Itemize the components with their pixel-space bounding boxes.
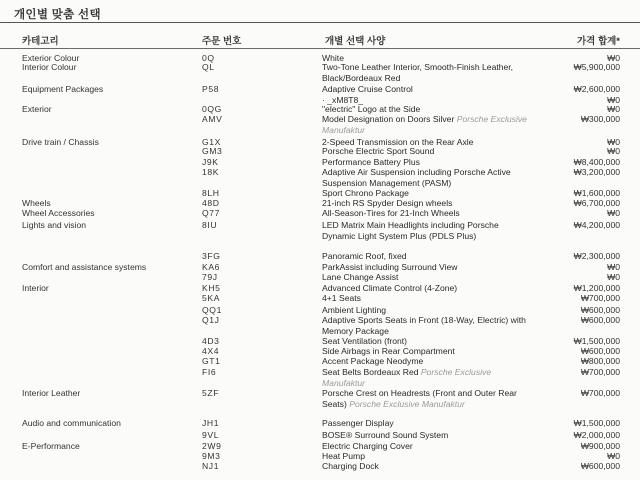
- column-header-price: 가격 합계*: [576, 36, 620, 47]
- row-option-name: [322, 167, 532, 188]
- row-price: ₩0: [607, 272, 620, 282]
- row-option-code: Q77: [202, 208, 221, 218]
- row-price: ₩8,400,000: [573, 157, 620, 167]
- row-price: ₩6,700,000: [573, 198, 620, 208]
- row-option-name: [322, 441, 532, 452]
- row-price: ₩0: [607, 208, 620, 218]
- row-category: Wheel Accessories: [22, 208, 95, 218]
- row-option-note: Porsche Exclusive Manufaktur: [349, 398, 465, 409]
- row-option-code: 18K: [202, 167, 220, 177]
- row-option-name: [322, 114, 532, 135]
- row-option-name: [322, 293, 532, 304]
- row-option-label: Ambient Lighting: [322, 305, 387, 315]
- row-option-code: G1X: [202, 137, 221, 147]
- row-price: ₩0: [607, 104, 620, 114]
- row-price: ₩1,600,000: [573, 188, 620, 198]
- row-option-code: Q1J: [202, 315, 220, 325]
- row-option-code: GM3: [202, 146, 223, 156]
- row-price: ₩0: [607, 53, 620, 63]
- row-option-label: Accent Package Neodyme: [322, 356, 424, 366]
- row-price: ₩0: [607, 146, 620, 156]
- row-category: Drive train / Chassis: [22, 137, 99, 147]
- row-option-label: 2-Speed Transmission on the Rear Axle: [322, 137, 474, 147]
- row-category: Comfort and assistance systems: [22, 262, 147, 272]
- row-option-code: AMV: [202, 114, 223, 124]
- row-category: Audio and communication: [22, 418, 121, 428]
- row-price: ₩0: [607, 451, 620, 461]
- column-header-item: 개별 선택 사양: [325, 36, 386, 47]
- row-option-label: Panoramic Roof, fixed: [322, 251, 407, 261]
- row-option-label: Charging Dock: [322, 461, 379, 471]
- row-price: ₩0: [607, 262, 620, 272]
- row-option-label: Seat Ventilation (front): [322, 336, 408, 346]
- row-option-label: Passenger Display: [322, 418, 394, 428]
- row-option-code: 0QG: [202, 104, 222, 114]
- row-price: ₩600,000: [580, 315, 620, 325]
- row-option-code: P58: [202, 84, 220, 94]
- row-option-name: [322, 461, 532, 472]
- row-option-code: 0Q: [202, 53, 215, 63]
- row-option-name: [322, 272, 532, 283]
- row-price: ₩3,200,000: [573, 167, 620, 177]
- row-option-label: 4+1 Seats: [322, 293, 361, 303]
- row-option-code: 4D3: [202, 336, 220, 346]
- row-option-label: "electric" Logo at the Side: [322, 104, 421, 114]
- row-option-label: 21-inch RS Spyder Design wheels: [322, 198, 453, 208]
- row-option-name: [322, 188, 532, 199]
- row-option-code: 5ZF: [202, 388, 220, 398]
- row-option-code: 4X4: [202, 346, 220, 356]
- row-option-name: [322, 198, 532, 209]
- row-option-label: Adaptive Air Suspension including Porsche Active Suspension Management (PASM): [322, 167, 511, 188]
- row-option-label: All-Season-Tires for 21-Inch Wheels: [322, 208, 460, 218]
- row-option-name: [322, 346, 532, 357]
- row-option-label: Model Designation on Doors Silver: [322, 114, 455, 124]
- row-price: ₩300,000: [580, 114, 620, 124]
- row-option-code: 9VL: [202, 430, 220, 440]
- row-option-code: JH1: [202, 418, 220, 428]
- row-option-label: Adaptive Sports Seats in Front (18-Way, Electric) with Memory Package: [322, 315, 526, 336]
- row-option-name: [322, 157, 532, 168]
- row-option-label: LED Matrix Main Headlights including Porsche Dynamic Light System Plus (PDLS Plus): [322, 220, 499, 241]
- row-option-label: Sport Chrono Package: [322, 188, 409, 198]
- row-option-label: Performance Battery Plus: [322, 157, 420, 167]
- row-option-name: [322, 262, 532, 273]
- row-price: ₩800,000: [580, 356, 620, 366]
- row-option-name: [322, 315, 532, 336]
- row-option-code: GT1: [202, 356, 221, 366]
- row-option-name: [322, 104, 532, 115]
- row-option-code: 8LH: [202, 188, 220, 198]
- row-category: Interior: [22, 283, 49, 293]
- row-price: ₩2,300,000: [573, 251, 620, 261]
- row-category: E-Performance: [22, 441, 80, 451]
- row-option-code: NJ1: [202, 461, 220, 471]
- column-header-code: 주문 번호: [202, 36, 242, 47]
- row-option-code: KA6: [202, 262, 221, 272]
- row-option-name: [322, 305, 532, 316]
- row-category: Wheels: [22, 198, 51, 208]
- row-option-name: [322, 356, 532, 367]
- row-price: ₩1,500,000: [573, 336, 620, 346]
- row-option-code: 79J: [202, 272, 218, 282]
- row-option-name: [322, 84, 532, 95]
- row-option-code: 48D: [202, 198, 220, 208]
- row-option-label: Lane Change Assist: [322, 272, 399, 282]
- row-option-label: Side Airbags in Rear Compartment: [322, 346, 455, 356]
- row-option-label: · _xM8T8_: [322, 95, 364, 105]
- row-category: Exterior Colour: [22, 53, 80, 63]
- row-option-label: Two-Tone Leather Interior, Smooth-Finish Leather, Black/Bordeaux Red: [322, 62, 514, 83]
- row-option-code: 3FG: [202, 251, 221, 261]
- row-option-code: 2W9: [202, 441, 222, 451]
- row-option-label: White: [322, 53, 344, 63]
- row-option-name: [322, 220, 532, 241]
- row-category: Interior Leather: [22, 388, 81, 398]
- row-option-name: [322, 418, 532, 429]
- row-option-name: [322, 251, 532, 262]
- row-category: Interior Colour: [22, 62, 77, 72]
- row-option-label: ParkAssist including Surround View: [322, 262, 458, 272]
- row-option-name: [322, 430, 532, 441]
- column-header-category: 카테고리: [22, 36, 59, 47]
- row-option-name: [322, 336, 532, 347]
- row-price: ₩4,200,000: [573, 220, 620, 230]
- row-price: ₩0: [607, 95, 620, 105]
- row-option-name: [322, 146, 532, 157]
- row-option-code: FI6: [202, 367, 217, 377]
- row-option-code: QL: [202, 62, 215, 72]
- row-category: Exterior: [22, 104, 52, 114]
- row-option-label: Adaptive Cruise Control: [322, 84, 413, 94]
- row-price: ₩1,500,000: [573, 418, 620, 428]
- row-price: ₩700,000: [580, 388, 620, 398]
- row-option-note: Porsche Exclusive Manufaktur: [322, 367, 492, 388]
- row-option-name: [322, 208, 532, 219]
- row-price: ₩600,000: [580, 346, 620, 356]
- row-price: ₩2,000,000: [573, 430, 620, 440]
- row-option-name: [322, 62, 532, 83]
- row-price: ₩600,000: [580, 461, 620, 471]
- row-option-code: 8IU: [202, 220, 218, 230]
- row-option-code: 5KA: [202, 293, 221, 303]
- row-option-label: BOSE® Surround Sound System: [322, 430, 449, 440]
- row-option-label: Porsche Electric Sport Sound: [322, 146, 435, 156]
- row-price: ₩600,000: [580, 305, 620, 315]
- row-price: ₩700,000: [580, 367, 620, 377]
- row-option-label: Porsche Crest on Headrests (Front and Outer Rear Seats): [322, 388, 517, 409]
- row-option-code: 9M3: [202, 451, 221, 461]
- row-category: Equipment Packages: [22, 84, 104, 94]
- row-option-code: QQ1: [202, 305, 222, 315]
- row-option-label: Heat Pump: [322, 451, 365, 461]
- row-price: ₩2,600,000: [573, 84, 620, 94]
- row-option-code: KH5: [202, 283, 221, 293]
- row-option-name: [322, 451, 532, 462]
- row-price: ₩5,900,000: [573, 62, 620, 72]
- row-option-label: Seat Belts Bordeaux Red: [322, 367, 419, 377]
- row-option-name: [322, 367, 532, 388]
- row-price: ₩700,000: [580, 293, 620, 303]
- row-option-code: J9K: [202, 157, 219, 167]
- row-option-name: [322, 388, 532, 409]
- row-category: Lights and vision: [22, 220, 87, 230]
- row-price: ₩900,000: [580, 441, 620, 451]
- page-title: 개인별 맞춤 선택: [14, 9, 101, 21]
- row-option-label: Electric Charging Cover: [322, 441, 413, 451]
- row-option-note: Porsche Exclusive Manufaktur: [322, 114, 527, 135]
- row-option-name: [322, 283, 532, 294]
- row-price: ₩0: [607, 137, 620, 147]
- row-price: ₩1,200,000: [573, 283, 620, 293]
- row-option-label: Advanced Climate Control (4-Zone): [322, 283, 458, 293]
